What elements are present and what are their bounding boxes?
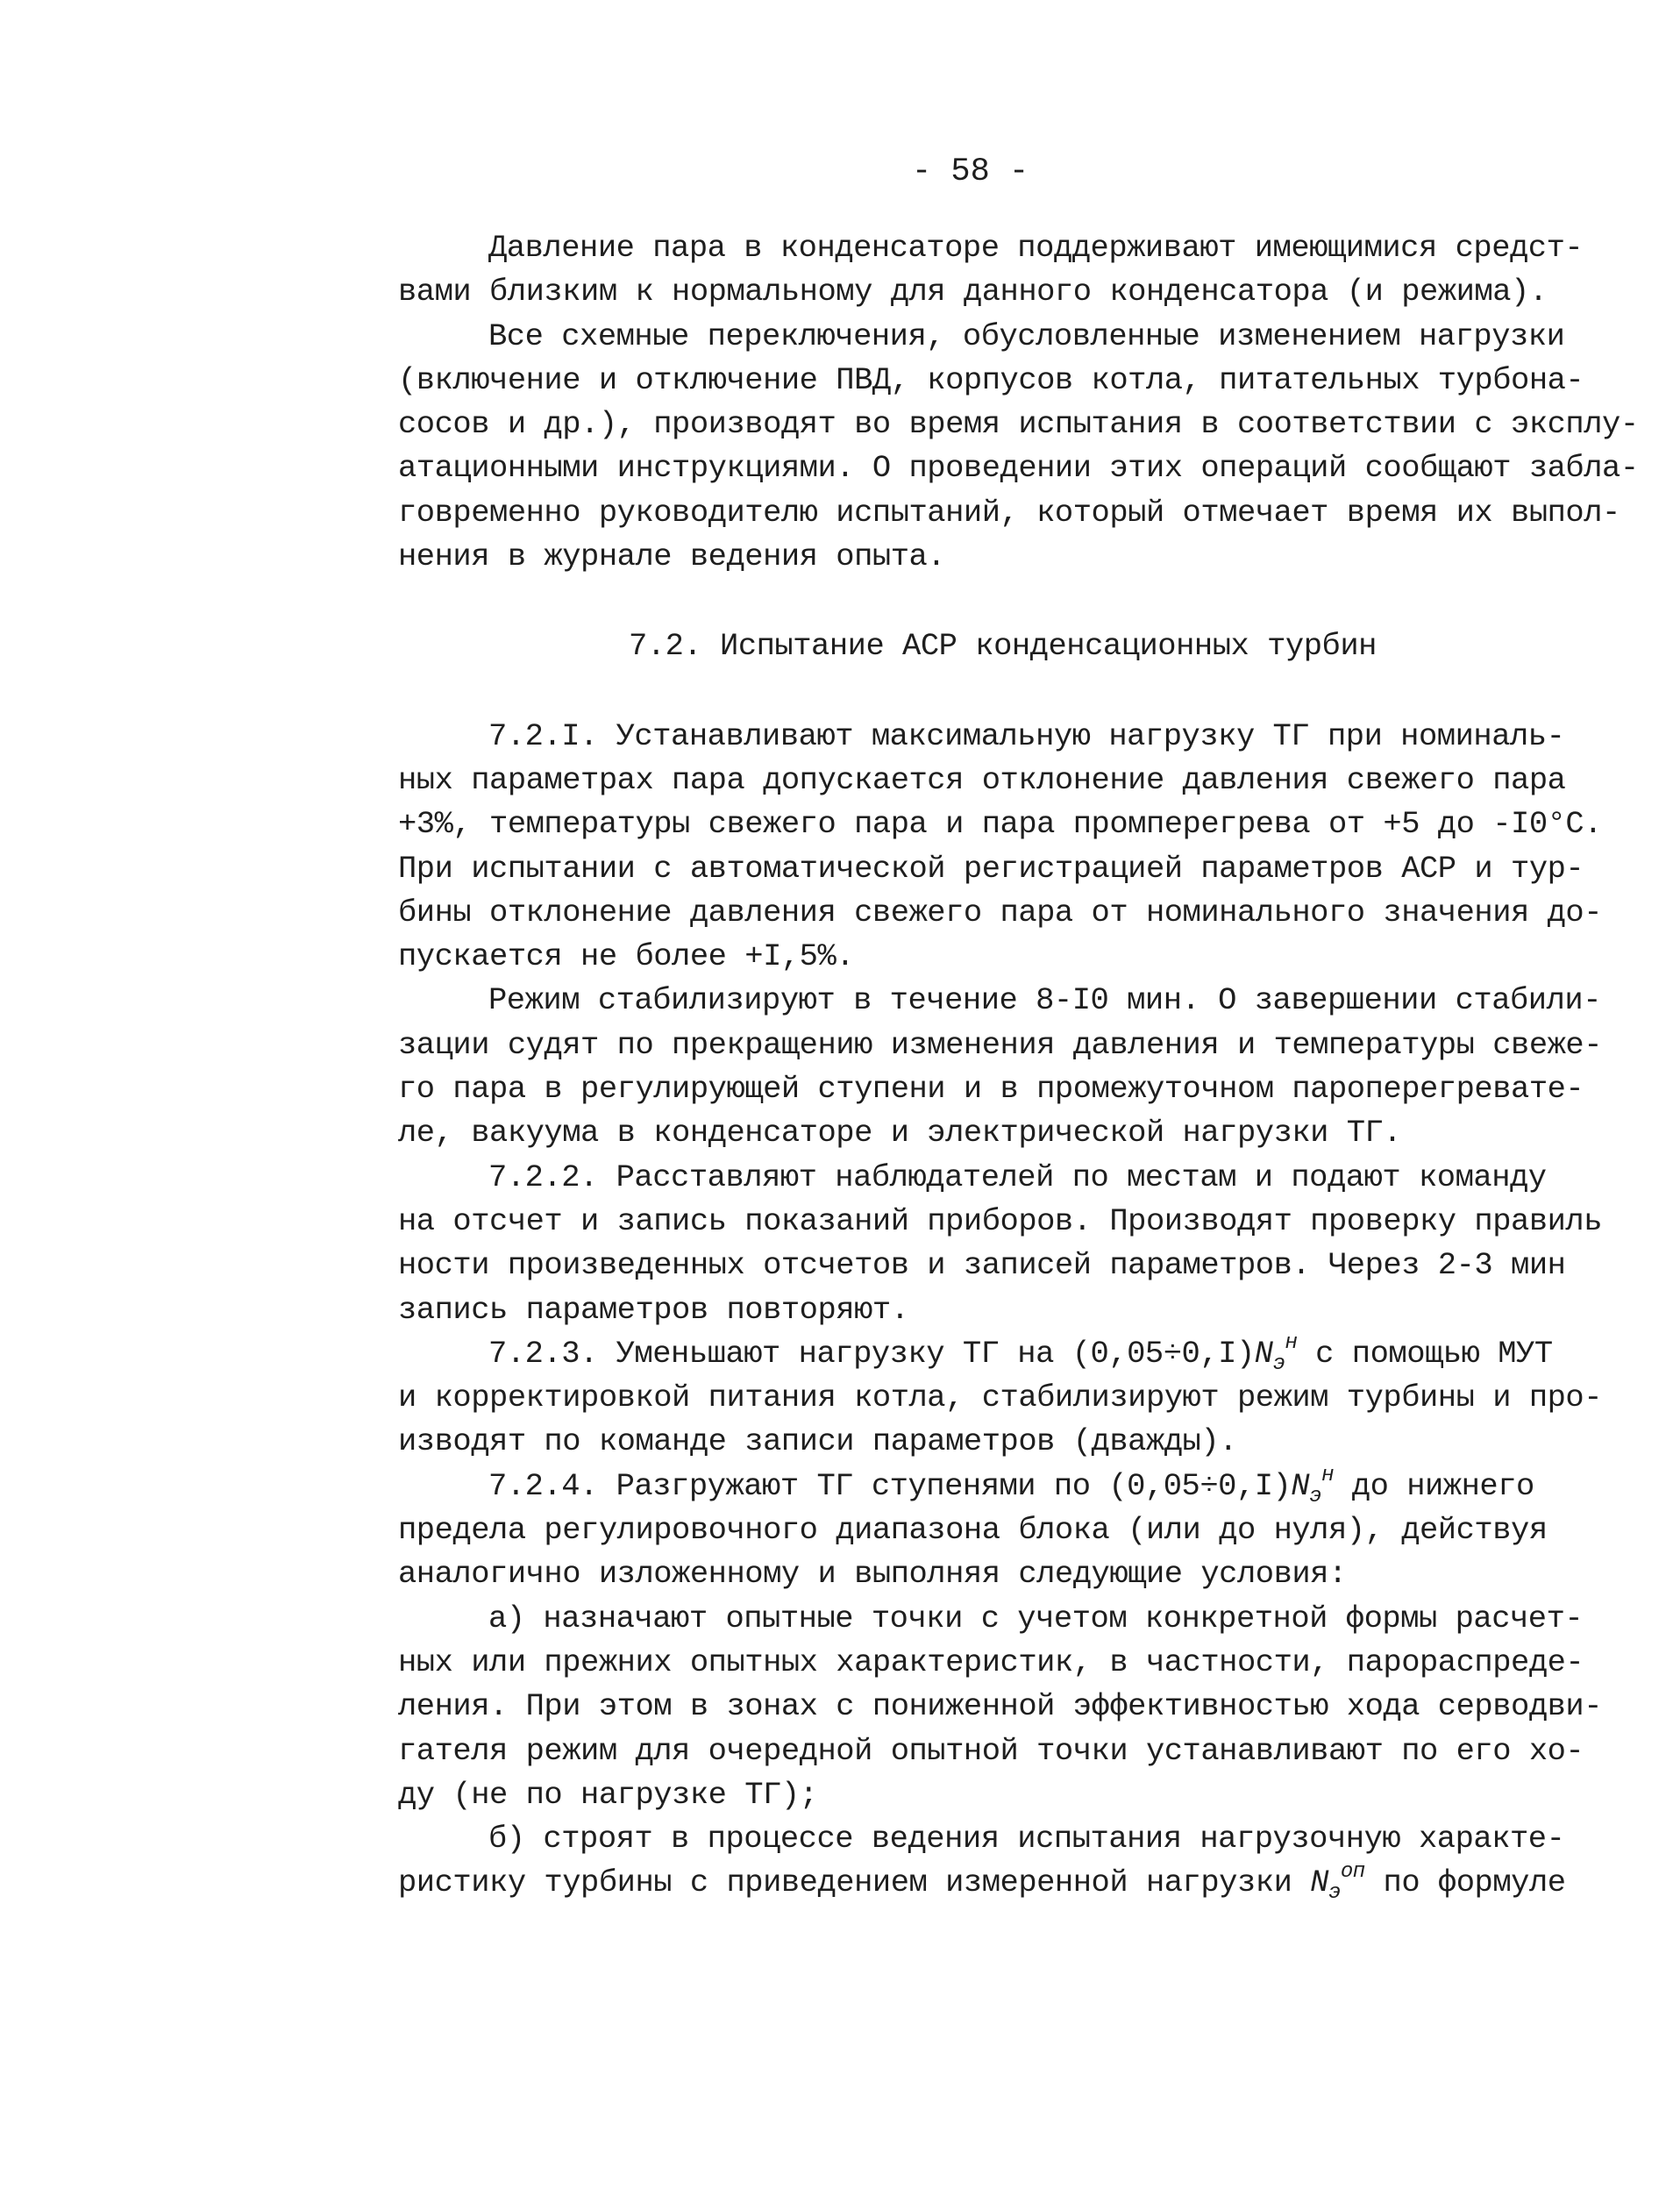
list-item-line [398,1861,1626,1905]
text-run: 7.2.3. Уменьшают нагрузку ТГ на (0,05÷0,I) [488,1335,1255,1372]
paragraph-line: ности произведенных отсчетов и записей параметров. Через 2-3 мин [398,1247,1566,1284]
formula-symbol [1254,1330,1298,1376]
text-run: с помощью МУТ [1297,1335,1553,1372]
paragraph-line [398,1332,1626,1376]
symbol-subscript: э [1309,1484,1322,1508]
paragraph-line: Все схемные переключения, обусловленные изменением нагрузки [488,317,1565,354]
formula-symbol [1310,1860,1365,1906]
paragraph-line: аналогично изложенному и выполняя следующие условия: [398,1556,1347,1593]
spacer [398,669,1626,715]
paragraph-line: на отсчет и запись показаний приборов. Производят проверку правиль [398,1202,1603,1239]
paragraph-line: 7.2.I. Устанавливают максимальную нагрузку ТГ при номиналь- [488,717,1565,754]
symbol-superscript: н [1285,1330,1298,1355]
paragraph-line: Давление пара в конденсаторе поддерживают имеющимися средст- [488,230,1584,266]
paragraph-line: изводят по команде записи параметров (дважды). [398,1423,1237,1460]
list-item-line: ных или прежних опытных характеристик, в частности, парораспреде- [398,1643,1584,1680]
symbol-subscript: э [1328,1881,1341,1906]
paragraph-line: нения в журнале ведения опыта. [398,538,946,575]
symbol-subscript: э [1272,1351,1285,1376]
section-heading: 7.2. Испытание АСР конденсационных турбин [629,628,1377,665]
formula-symbol [1291,1463,1334,1508]
spacer [398,579,1626,624]
symbol-superscript: оп [1340,1860,1365,1885]
list-item-line: а) назначают опытные точки с учетом конкретной формы расчет- [488,1600,1584,1636]
paragraph-line: го пара в регулирующей ступени и в промежуточном пароперегревате- [398,1071,1584,1108]
paragraph-line: ных параметрах пара допускается отклонение давления свежего пара [398,761,1566,798]
paragraph-line: вами близким к нормальному для данного конденсатора (и режима). [398,274,1548,310]
list-item-line: гателя режим для очередной опытной точки устанавливают по его хо- [398,1732,1584,1769]
paragraph-line: предела регулировочного диапазона блока (или до нуля), действуя [398,1512,1548,1549]
paragraph-line: 7.2.2. Расставляют наблюдателей по местам и подают команду [488,1159,1547,1195]
symbol-letter: N [1310,1864,1328,1901]
text-run: до нижнего [1333,1467,1534,1504]
paragraph-line: Режим стабилизируют в течение 8-I0 мин. О завершении стабили- [488,982,1602,1019]
paragraph-line: и корректировкой питания котла, стабилизируют режим турбины и про- [398,1380,1603,1416]
symbol-letter: N [1291,1467,1310,1504]
text-run: 7.2.4. Разгружают ТГ ступенями по (0,05÷0,I) [488,1467,1292,1504]
paragraph-line: пускается не более +I,5%. [398,938,855,975]
paragraph-line: ле, вакуума в конденсаторе и электрической нагрузки ТГ. [398,1115,1402,1151]
page-number: - 58 - [912,153,1029,190]
paragraph-line: При испытании с автоматической регистрацией параметров АСР и тур- [398,850,1584,887]
text-run: ристику турбины с приведением измеренной нагрузки [398,1864,1311,1901]
list-item-line: б) строят в процессе ведения испытания нагрузочную характе- [488,1821,1565,1857]
paragraph-line: говременно руководителю испытаний, который отмечает время их выпол- [398,494,1620,531]
paragraph-line: запись параметров повторяют. [398,1291,909,1328]
paragraph-line: бины отклонение давления свежего пара от номинального значения до- [398,894,1603,930]
paragraph-line: зации судят по прекращению изменения давления и температуры свеже- [398,1026,1603,1063]
text-run: по формуле [1364,1864,1566,1901]
paragraph-line: +3%, температуры свежего пара и пара промперегрева от +5 до -I0°С. [398,806,1603,843]
document-body [398,226,1639,1906]
list-item-line: ления. При этом в зонах с пониженной эффективностью хода серводви- [398,1688,1603,1725]
paragraph-line: атационными инструкциями. О проведении этих операций сообщают забла- [398,450,1639,487]
symbol-letter: N [1254,1335,1273,1372]
paragraph-line: (включение и отключение ПВД, корпусов котла, питательных турбона- [398,361,1584,398]
paragraph-line: сосов и др.), производят во время испытания в соответствии с эксплу- [398,406,1639,443]
paragraph-line [398,1465,1626,1508]
symbol-superscript: н [1321,1463,1334,1487]
list-item-line: ду (не по нагрузке ТГ); [398,1776,818,1813]
